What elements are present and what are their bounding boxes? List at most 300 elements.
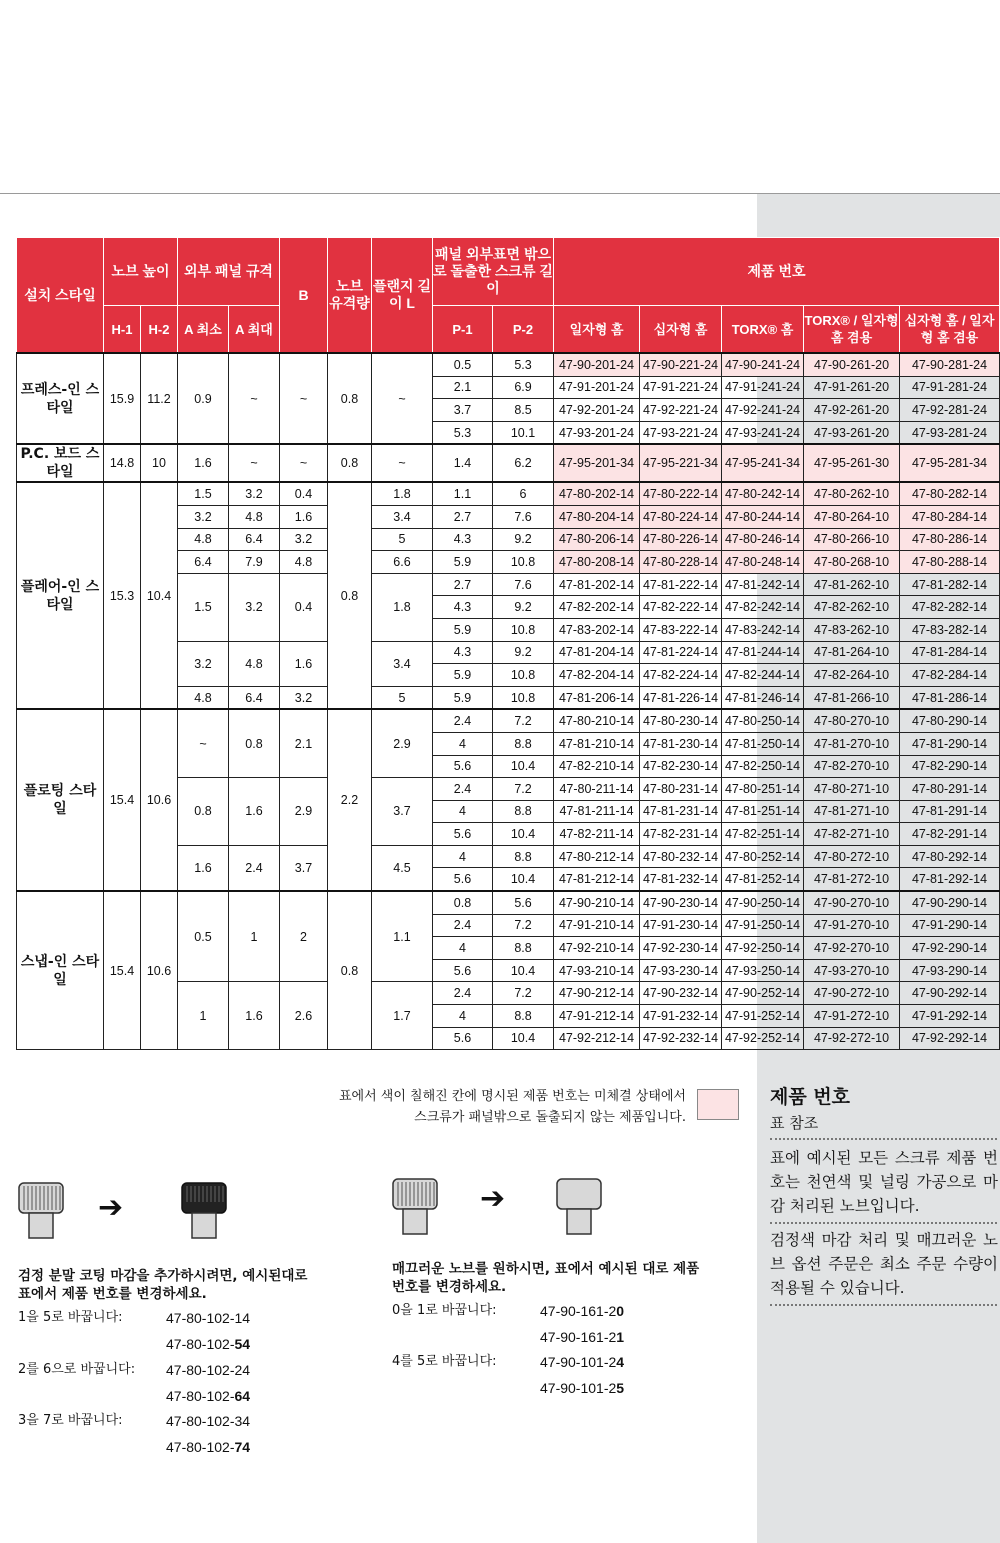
part-number-cell: 47-92-232-14 <box>640 1027 722 1050</box>
part-number-cell: 47-81-211-14 <box>554 800 640 823</box>
part-number-cell: 47-82-284-14 <box>900 664 1000 687</box>
knob-play-cell: 0.8 <box>328 353 372 444</box>
part-number-cell: 47-91-292-14 <box>900 1005 1000 1028</box>
p2-cell: 8.8 <box>493 732 554 755</box>
header-part-number: 제품 번호 <box>554 238 1000 306</box>
p2-cell: 6 <box>493 482 554 505</box>
part-number-cell: 47-81-266-10 <box>804 686 900 709</box>
part-number-cell: 47-81-244-14 <box>722 641 804 664</box>
p1-cell: 5.9 <box>433 618 493 641</box>
part-number-cell: 47-83-262-10 <box>804 618 900 641</box>
a-max-cell: ~ <box>229 444 280 482</box>
part-number-cell: 47-91-241-24 <box>722 376 804 399</box>
pink-note-line1: 표에서 색이 칠해진 칸에 명시된 제품 번호는 미체결 상태에서 <box>338 1089 686 1104</box>
p1-cell: 5.6 <box>433 1027 493 1050</box>
knob-play-cell: 0.8 <box>328 891 372 1050</box>
p1-cell: 2.4 <box>433 982 493 1005</box>
part-number-cell: 47-90-210-14 <box>554 891 640 914</box>
part-number-cell: 47-82-242-14 <box>722 596 804 619</box>
header-b: B <box>280 238 328 354</box>
a-min-cell: 1.5 <box>178 573 229 641</box>
part-number-cell: 47-92-292-14 <box>900 1027 1000 1050</box>
part-number-cell: 47-90-250-14 <box>722 891 804 914</box>
p1-cell: 2.7 <box>433 573 493 596</box>
part-number-cell: 47-83-202-14 <box>554 618 640 641</box>
smooth-knob-icon <box>556 1178 602 1238</box>
part-number-cell: 47-90-272-10 <box>804 982 900 1005</box>
b-cell: ~ <box>280 353 328 444</box>
black-finish-rule3-from: 47-80-102-34 <box>166 1413 251 1429</box>
p1-cell: 4 <box>433 937 493 960</box>
p2-cell: 7.2 <box>493 982 554 1005</box>
part-number-cell: 47-80-206-14 <box>554 528 640 551</box>
p1-cell: 5.3 <box>433 421 493 444</box>
part-number-cell: 47-80-284-14 <box>900 505 1000 528</box>
black-finish-title <box>18 1267 307 1303</box>
p2-cell: 10.4 <box>493 755 554 778</box>
part-number-cell: 47-81-272-10 <box>804 868 900 891</box>
header-torx: TORX® 홈 <box>722 306 804 354</box>
black-finish-rule3-label: 3을 7로 바꿉니다: <box>18 1413 123 1428</box>
flange-length-cell: 3.4 <box>372 641 433 686</box>
h2-cell: 10.6 <box>141 709 178 891</box>
part-number-cell: 47-81-226-14 <box>640 686 722 709</box>
p2-cell: 8.8 <box>493 845 554 868</box>
p2-cell: 7.2 <box>493 709 554 732</box>
part-number-cell: 47-92-201-24 <box>554 399 640 422</box>
h1-cell: 15.4 <box>104 709 141 891</box>
table-row <box>17 891 1000 914</box>
part-number-cell: 47-83-282-14 <box>900 618 1000 641</box>
a-max-cell: 4.8 <box>229 641 280 686</box>
p2-cell: 6.9 <box>493 376 554 399</box>
part-number-cell: 47-80-251-14 <box>722 778 804 801</box>
part-number-cell: 47-80-248-14 <box>722 551 804 574</box>
black-finish-rule2-to: 47-80-102-64 <box>166 1388 251 1404</box>
p1-cell: 5.9 <box>433 551 493 574</box>
header-panel-spec: 외부 패널 규격 <box>178 238 280 306</box>
p1-cell: 2.4 <box>433 914 493 937</box>
part-number-cell: 47-92-221-24 <box>640 399 722 422</box>
part-number-cell: 47-80-204-14 <box>554 505 640 528</box>
part-number-cell: 47-81-230-14 <box>640 732 722 755</box>
part-number-cell: 47-91-212-14 <box>554 1005 640 1028</box>
part-number-cell: 47-80-286-14 <box>900 528 1000 551</box>
flange-length-cell: 5 <box>372 686 433 709</box>
part-number-cell: 47-93-270-10 <box>804 959 900 982</box>
smooth-knob-rule1-to: 47-90-161-21 <box>540 1329 625 1345</box>
header-knob-height: 노브 높이 <box>104 238 178 306</box>
part-number-cell: 47-90-261-20 <box>804 353 900 376</box>
b-cell: 2.9 <box>280 778 328 846</box>
a-max-cell: 1.6 <box>229 982 280 1050</box>
part-number-cell: 47-81-251-14 <box>722 800 804 823</box>
part-number-cell: 47-83-242-14 <box>722 618 804 641</box>
p2-cell: 8.8 <box>493 937 554 960</box>
part-number-cell: 47-92-290-14 <box>900 937 1000 960</box>
knurled-knob-black-icon <box>181 1182 227 1242</box>
part-number-cell: 47-82-282-14 <box>900 596 1000 619</box>
part-number-cell: 47-80-288-14 <box>900 551 1000 574</box>
p2-cell: 5.3 <box>493 353 554 376</box>
a-min-cell: 0.9 <box>178 353 229 444</box>
a-min-cell: 0.5 <box>178 891 229 982</box>
h1-cell: 15.3 <box>104 482 141 709</box>
part-number-cell: 47-82-210-14 <box>554 755 640 778</box>
knurled-knob-icon <box>392 1178 438 1238</box>
part-number-cell: 47-81-204-14 <box>554 641 640 664</box>
part-number-cell: 47-95-281-34 <box>900 444 1000 482</box>
a-max-cell: 3.2 <box>229 482 280 505</box>
h1-cell: 15.9 <box>104 353 141 444</box>
part-number-cell: 47-80-262-10 <box>804 482 900 505</box>
part-number-cell: 47-81-246-14 <box>722 686 804 709</box>
p1-cell: 4.3 <box>433 641 493 664</box>
a-max-cell: 1 <box>229 891 280 982</box>
part-number-cell: 47-80-244-14 <box>722 505 804 528</box>
part-number-cell: 47-81-291-14 <box>900 800 1000 823</box>
part-number-cell: 47-93-221-24 <box>640 421 722 444</box>
part-number-cell: 47-93-250-14 <box>722 959 804 982</box>
h2-cell: 10.4 <box>141 482 178 709</box>
smooth-knob-rule2-to: 47-90-101-25 <box>540 1380 625 1396</box>
knurled-knob-natural-icon <box>18 1182 64 1242</box>
table-row <box>17 353 1000 376</box>
part-number-cell: 47-81-250-14 <box>722 732 804 755</box>
a-min-cell: 4.8 <box>178 528 229 551</box>
p2-cell: 9.2 <box>493 596 554 619</box>
p1-cell: 4.3 <box>433 528 493 551</box>
header-torx-slot: TORX® / 일자형 홈 겸용 <box>804 306 900 354</box>
part-number-cell: 47-80-226-14 <box>640 528 722 551</box>
a-max-cell: 4.8 <box>229 505 280 528</box>
a-min-cell: 1.6 <box>178 444 229 482</box>
p1-cell: 5.6 <box>433 868 493 891</box>
part-number-cell: 47-90-270-10 <box>804 891 900 914</box>
part-number-cell: 47-91-250-14 <box>722 914 804 937</box>
black-finish-rule1-label: 1을 5로 바꿉니다: <box>18 1310 123 1325</box>
p1-cell: 5.6 <box>433 755 493 778</box>
b-cell: 2 <box>280 891 328 982</box>
a-min-cell: 0.8 <box>178 778 229 846</box>
part-number-cell: 47-82-211-14 <box>554 823 640 846</box>
p1-cell: 2.7 <box>433 505 493 528</box>
knob-play-cell: 0.8 <box>328 482 372 709</box>
part-number-cell: 47-80-228-14 <box>640 551 722 574</box>
p1-cell: 2.1 <box>433 376 493 399</box>
black-finish-rule2-label: 2를 6으로 바꿉니다: <box>18 1362 136 1377</box>
a-max-cell: 7.9 <box>229 551 280 574</box>
part-number-cell: 47-82-230-14 <box>640 755 722 778</box>
part-number-cell: 47-91-221-24 <box>640 376 722 399</box>
header-slot: 일자형 홈 <box>554 306 640 354</box>
part-number-cell: 47-91-230-14 <box>640 914 722 937</box>
a-max-cell: 3.2 <box>229 573 280 641</box>
smooth-knob-rule1-label: 0을 1로 바꿉니다: <box>392 1303 497 1318</box>
p1-cell: 4 <box>433 800 493 823</box>
spec-table-wrap <box>16 237 1000 1050</box>
a-max-cell: 0.8 <box>229 709 280 777</box>
header-p1: P-1 <box>433 306 493 354</box>
a-min-cell: 1.5 <box>178 482 229 505</box>
part-number-cell: 47-80-210-14 <box>554 709 640 732</box>
part-number-cell: 47-82-270-10 <box>804 755 900 778</box>
part-number-cell: 47-81-212-14 <box>554 868 640 891</box>
part-number-cell: 47-80-242-14 <box>722 482 804 505</box>
flange-length-cell: 1.8 <box>372 573 433 641</box>
flange-length-cell: 3.7 <box>372 778 433 846</box>
b-cell: 4.8 <box>280 551 328 574</box>
p2-cell: 8.8 <box>493 1005 554 1028</box>
install-style-cell: 스냅-인 스타일 <box>17 891 104 1050</box>
part-number-cell: 47-80-271-10 <box>804 778 900 801</box>
b-cell: 3.2 <box>280 686 328 709</box>
part-number-cell: 47-92-261-20 <box>804 399 900 422</box>
header-phillips-slot: 십자형 홈 / 일자형 홈 겸용 <box>900 306 1000 354</box>
part-number-cell: 47-80-232-14 <box>640 845 722 868</box>
part-number-cell: 47-91-281-24 <box>900 376 1000 399</box>
a-max-cell: 6.4 <box>229 528 280 551</box>
part-number-cell: 47-92-210-14 <box>554 937 640 960</box>
p1-cell: 0.5 <box>433 353 493 376</box>
part-number-cell: 47-92-270-10 <box>804 937 900 960</box>
pink-note-line2: 스크류가 패널밖으로 돌출되지 않는 제품입니다. <box>414 1110 686 1125</box>
sidebar-divider-2 <box>770 1222 997 1224</box>
part-number-cell: 47-80-266-10 <box>804 528 900 551</box>
arrow-right-icon: ➔ <box>98 1190 124 1225</box>
p2-cell: 10.4 <box>493 959 554 982</box>
part-number-cell: 47-83-222-14 <box>640 618 722 641</box>
black-finish-rule3-to: 47-80-102-74 <box>166 1439 251 1455</box>
flange-length-cell: 4.5 <box>372 845 433 891</box>
p2-cell: 7.6 <box>493 573 554 596</box>
header-knob-play: 노브 유격량 <box>328 238 372 354</box>
part-number-cell: 47-80-252-14 <box>722 845 804 868</box>
p1-cell: 5.6 <box>433 823 493 846</box>
part-number-cell: 47-81-242-14 <box>722 573 804 596</box>
smooth-knob-rule1-from: 47-90-161-20 <box>540 1303 625 1319</box>
part-number-cell: 47-81-264-10 <box>804 641 900 664</box>
part-number-cell: 47-91-290-14 <box>900 914 1000 937</box>
a-min-cell: 3.2 <box>178 641 229 686</box>
p2-cell: 9.2 <box>493 528 554 551</box>
header-flange-length: 플랜지 길이 L <box>372 238 433 354</box>
part-number-cell: 47-81-232-14 <box>640 868 722 891</box>
part-number-cell: 47-81-231-14 <box>640 800 722 823</box>
p2-cell: 10.1 <box>493 421 554 444</box>
part-number-cell: 47-95-261-30 <box>804 444 900 482</box>
part-number-cell: 47-90-281-24 <box>900 353 1000 376</box>
part-number-cell: 47-80-211-14 <box>554 778 640 801</box>
p2-cell: 10.4 <box>493 868 554 891</box>
part-number-cell: 47-80-231-14 <box>640 778 722 801</box>
install-style-cell: 플로팅 스타일 <box>17 709 104 891</box>
part-number-cell: 47-82-271-10 <box>804 823 900 846</box>
h1-cell: 15.4 <box>104 891 141 1050</box>
part-number-cell: 47-92-230-14 <box>640 937 722 960</box>
part-number-cell: 47-90-201-24 <box>554 353 640 376</box>
p1-cell: 4.3 <box>433 596 493 619</box>
header-install-style: 설치 스타일 <box>17 238 104 354</box>
part-number-cell: 47-90-221-24 <box>640 353 722 376</box>
p1-cell: 4 <box>433 845 493 868</box>
h1-cell: 14.8 <box>104 444 141 482</box>
header-a-min: A 최소 <box>178 306 229 354</box>
flange-length-cell: 1.7 <box>372 982 433 1050</box>
p1-cell: 4 <box>433 1005 493 1028</box>
flange-length-cell: 5 <box>372 528 433 551</box>
table-row <box>17 444 1000 482</box>
part-number-cell: 47-82-290-14 <box>900 755 1000 778</box>
h2-cell: 11.2 <box>141 353 178 444</box>
p2-cell: 8.8 <box>493 800 554 823</box>
flange-length-cell: 1.1 <box>372 891 433 982</box>
p1-cell: 2.4 <box>433 709 493 732</box>
p1-cell: 0.8 <box>433 891 493 914</box>
p2-cell: 6.2 <box>493 444 554 482</box>
spec-table-body <box>17 353 1000 1050</box>
b-cell: 3.2 <box>280 528 328 551</box>
part-number-cell: 47-81-210-14 <box>554 732 640 755</box>
sidebar-divider-3 <box>770 1304 997 1306</box>
sidebar-divider <box>770 1138 997 1140</box>
smooth-knob-title-line1: 매끄러운 노브를 원하시면, 표에서 예시된 대로 제품 <box>392 1261 700 1277</box>
smooth-knob-title-line2: 번호를 변경하세요. <box>392 1279 507 1295</box>
a-min-cell: 1.6 <box>178 845 229 891</box>
part-number-cell: 47-80-246-14 <box>722 528 804 551</box>
part-number-cell: 47-81-290-14 <box>900 732 1000 755</box>
part-number-cell: 47-80-291-14 <box>900 778 1000 801</box>
sidebar-subtitle: 표 참조 <box>770 1114 819 1132</box>
header-h1: H-1 <box>104 306 141 354</box>
part-number-cell: 47-80-212-14 <box>554 845 640 868</box>
install-style-cell: 프레스-인 스타일 <box>17 353 104 444</box>
part-number-cell: 47-82-202-14 <box>554 596 640 619</box>
header-a-max: A 최대 <box>229 306 280 354</box>
header-phillips: 십자형 홈 <box>640 306 722 354</box>
part-number-cell: 47-92-281-24 <box>900 399 1000 422</box>
b-cell: 3.7 <box>280 845 328 891</box>
part-number-cell: 47-81-224-14 <box>640 641 722 664</box>
part-number-cell: 47-80-290-14 <box>900 709 1000 732</box>
part-number-cell: 47-90-292-14 <box>900 982 1000 1005</box>
part-number-cell: 47-90-290-14 <box>900 891 1000 914</box>
p1-cell: 1.4 <box>433 444 493 482</box>
part-number-cell: 47-90-232-14 <box>640 982 722 1005</box>
sidebar-paragraph-2: 검정색 마감 처리 및 매끄러운 노브 옵션 주문은 최소 주문 수량이 적용될 수 있습니다. <box>770 1231 998 1297</box>
part-number-cell: 47-81-284-14 <box>900 641 1000 664</box>
part-number-cell: 47-81-252-14 <box>722 868 804 891</box>
a-max-cell: 2.4 <box>229 845 280 891</box>
flange-length-cell: 3.4 <box>372 505 433 528</box>
part-number-cell: 47-82-204-14 <box>554 664 640 687</box>
part-number-cell: 47-93-230-14 <box>640 959 722 982</box>
b-cell: 0.4 <box>280 573 328 641</box>
p2-cell: 10.8 <box>493 618 554 641</box>
part-number-cell: 47-92-252-14 <box>722 1027 804 1050</box>
part-number-cell: 47-95-241-34 <box>722 444 804 482</box>
table-row <box>17 709 1000 732</box>
part-number-cell: 47-92-241-24 <box>722 399 804 422</box>
p2-cell: 7.2 <box>493 914 554 937</box>
smooth-knob-rule2-from: 47-90-101-24 <box>540 1354 625 1370</box>
knob-play-cell: 0.8 <box>328 444 372 482</box>
a-max-cell: 1.6 <box>229 778 280 846</box>
p2-cell: 10.4 <box>493 1027 554 1050</box>
flange-length-cell: 2.9 <box>372 709 433 777</box>
part-number-cell: 47-95-221-34 <box>640 444 722 482</box>
part-number-cell: 47-81-286-14 <box>900 686 1000 709</box>
part-number-cell: 47-80-282-14 <box>900 482 1000 505</box>
part-number-cell: 47-81-282-14 <box>900 573 1000 596</box>
part-number-cell: 47-91-201-24 <box>554 376 640 399</box>
part-number-cell: 47-81-206-14 <box>554 686 640 709</box>
b-cell: 0.4 <box>280 482 328 505</box>
part-number-cell: 47-81-262-10 <box>804 573 900 596</box>
p1-cell: 2.4 <box>433 778 493 801</box>
flange-length-cell: ~ <box>372 444 433 482</box>
part-number-cell: 47-82-222-14 <box>640 596 722 619</box>
black-finish-rule1-to: 47-80-102-54 <box>166 1336 251 1352</box>
part-number-cell: 47-81-270-10 <box>804 732 900 755</box>
part-number-cell: 47-80-272-10 <box>804 845 900 868</box>
part-number-cell: 47-91-261-20 <box>804 376 900 399</box>
part-number-cell: 47-80-202-14 <box>554 482 640 505</box>
part-number-cell: 47-80-208-14 <box>554 551 640 574</box>
part-number-cell: 47-81-222-14 <box>640 573 722 596</box>
part-number-cell: 47-80-250-14 <box>722 709 804 732</box>
header-h2: H-2 <box>141 306 178 354</box>
p1-cell: 5.9 <box>433 686 493 709</box>
black-finish-title-line2: 표에서 제품 번호를 변경하세요. <box>18 1286 207 1302</box>
part-number-cell: 47-93-201-24 <box>554 421 640 444</box>
part-number-cell: 47-80-292-14 <box>900 845 1000 868</box>
part-number-cell: 47-92-272-10 <box>804 1027 900 1050</box>
part-number-cell: 47-81-271-10 <box>804 800 900 823</box>
part-number-cell: 47-81-202-14 <box>554 573 640 596</box>
part-number-cell: 47-82-231-14 <box>640 823 722 846</box>
pink-note <box>250 1086 686 1128</box>
a-min-cell: ~ <box>178 709 229 777</box>
sidebar-title: 제품 번호 <box>770 1086 851 1108</box>
header-p2: P-2 <box>493 306 554 354</box>
arrow-right-icon-2: ➔ <box>480 1181 506 1216</box>
smooth-knob-title <box>392 1260 699 1296</box>
part-number-cell: 47-93-281-24 <box>900 421 1000 444</box>
part-number-cell: 47-91-252-14 <box>722 1005 804 1028</box>
header-screw-length: 패널 외부표면 밖으로 돌출한 스크류 길이 <box>433 238 554 306</box>
a-min-cell: 1 <box>178 982 229 1050</box>
p2-cell: 10.4 <box>493 823 554 846</box>
a-min-cell: 3.2 <box>178 505 229 528</box>
a-min-cell: 6.4 <box>178 551 229 574</box>
part-number-cell: 47-90-252-14 <box>722 982 804 1005</box>
a-max-cell: 6.4 <box>229 686 280 709</box>
p2-cell: 10.8 <box>493 686 554 709</box>
black-finish-rule2-from: 47-80-102-24 <box>166 1362 251 1378</box>
part-number-cell: 47-80-222-14 <box>640 482 722 505</box>
part-number-cell: 47-92-250-14 <box>722 937 804 960</box>
a-min-cell: 4.8 <box>178 686 229 709</box>
table-row <box>17 482 1000 505</box>
part-number-cell: 47-80-264-10 <box>804 505 900 528</box>
part-number-cell: 47-82-250-14 <box>722 755 804 778</box>
part-number-cell: 47-80-268-10 <box>804 551 900 574</box>
part-number-cell: 47-80-224-14 <box>640 505 722 528</box>
p1-cell: 1.1 <box>433 482 493 505</box>
p2-cell: 10.8 <box>493 664 554 687</box>
part-number-cell: 47-82-244-14 <box>722 664 804 687</box>
